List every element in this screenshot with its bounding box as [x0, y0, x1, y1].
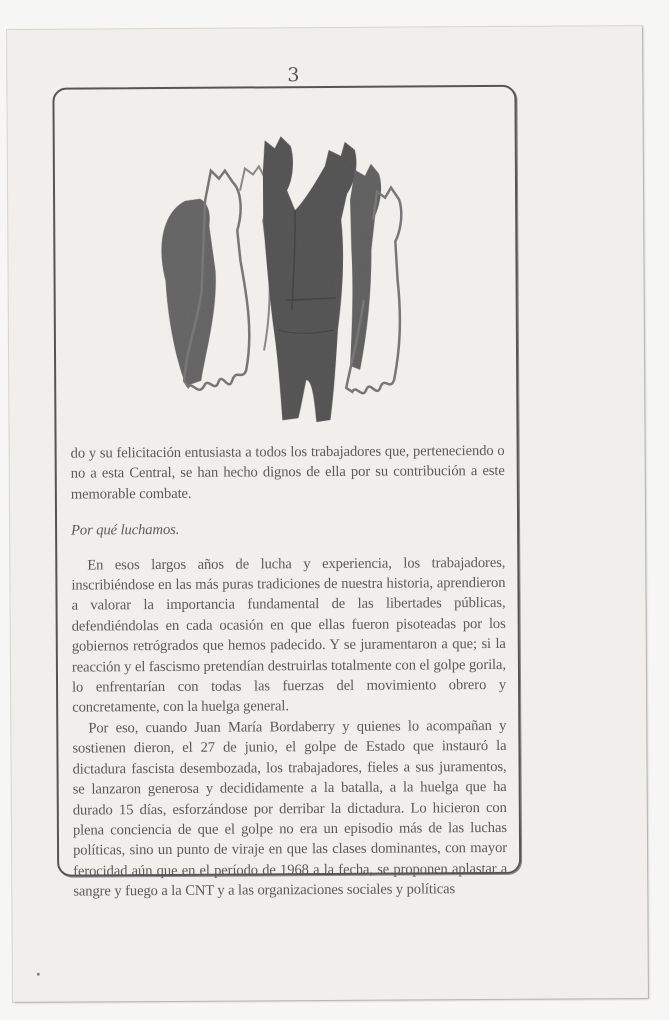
paragraph-1: En esos largos años de lucha y experiencia, los trabajadores, inscribiéndose en las más puras tradiciones de nuestra historia, aprendieron a valorar la importancia fundamental de las libertades públicas, defendiéndolas en cada ocasión en que ellas fueron pisoteadas por los gobiernos retrógrados que hemos padecido. Y se juramentaron a que; si la reacción y el fascismo pretendían destruirlas totalmente con el golpe gorila, lo enfrentarían con todas las fuerzas del movimiento obrero y concretamente, con la huelga general.: [71, 554, 507, 717]
raised-fists-workers-illustration-icon: [145, 129, 417, 431]
paragraph-continued: do y su felicitación entusiasta a todos los trabajadores que, perteneciendo o no a esta Central, se han hecho dignos de ella por su contribución a este memorable combate.: [70, 442, 505, 503]
text-frame: [52, 85, 521, 900]
paragraph-2: Por eso, cuando Juan María Bordaberry y quienes lo acompañan y sostienen dieron, el 27 de junio, el golpe de Estado que instauró la dictadura fascista desembozada, los trabajadores, fieles a sus juramentos, se lanzaron generosa y decididamente a la batalla, a la huelga que ha durado 15 días, esforzándose por derribar la dictadura. Lo hicieron con plena conciencia de que el golpe no era un episodio más de las luchas políticas, sino un punto de viraje en que las clases dominantes, con mayor ferocidad aún que en el período de 1968 a la fecha, se proponen aplastar a sangre y fuego a la CNT y a las organizaciones sociales y políticas: [72, 717, 508, 900]
booklet-page: [7, 26, 648, 1002]
article-text: [71, 441, 508, 902]
page-number: 3: [287, 64, 300, 87]
section-heading: Por qué luchamos.: [71, 522, 180, 539]
scan-speck: [37, 973, 40, 976]
